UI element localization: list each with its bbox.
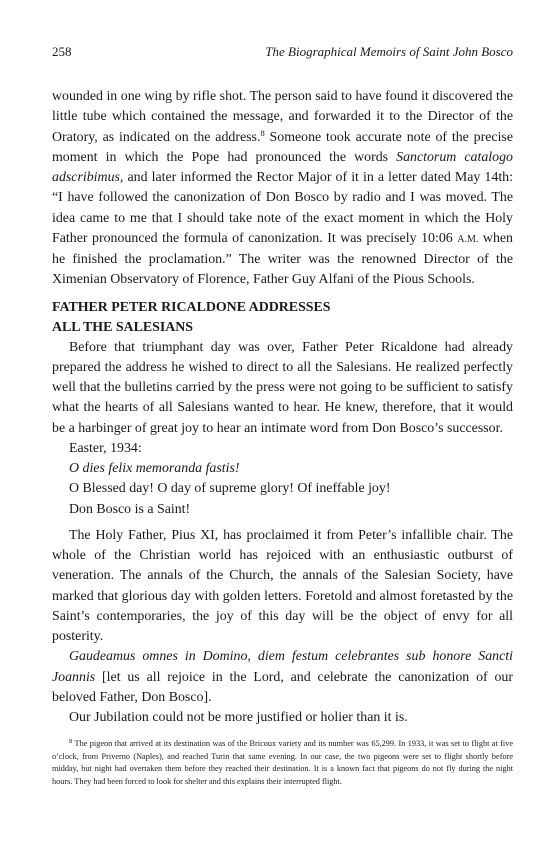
footnote-8: [52, 738, 513, 788]
footnotes: [52, 738, 513, 788]
section-heading-line-2: ALL THE SALESIANS: [52, 319, 194, 335]
section-heading-line-1: FATHER PETER RICALDONE ADDRESSES: [52, 299, 331, 315]
time-suffix: A.M.: [457, 233, 479, 245]
verse-latin: O dies felix memoranda fastis!: [69, 461, 240, 476]
paragraph-1-part-d: when he finished the proclamation.” The writer was the renowned Director of the Ximenian Observatory of Florence, Father Guy Alfani of the Pious Schools.: [52, 230, 513, 288]
verse-line-3: O Blessed day! O day of supreme glory! Of ineffable joy!: [69, 481, 391, 497]
verse-line-1: Easter, 1934:: [69, 440, 142, 456]
verse-line-4: Don Bosco is a Saint!: [69, 501, 191, 517]
paragraph-1-part-b: Someone took accurate note of the precise moment in which the Pope had pronounced the words: [52, 129, 513, 165]
footnote-marker: 8: [69, 738, 73, 746]
paragraph-1-part-a: wounded in one wing by rifle shot. The person said to have found it discovered the little tube which contained the message, and forwarded it to the Director of the Oratory, as indicated on the address.: [52, 89, 513, 145]
running-title: The Biographical Memoirs of Saint John Bosco: [265, 44, 513, 59]
paragraph-1-part-c: and later informed the Rector Major of it in a letter dated May 14th: “I have followed the canonization of Don Bosco by radio and I was moved. The idea came to me that I should take note of the exact moment in which the Holy Father pronounced the formula of canonization. It was precisely 10:06: [52, 170, 513, 246]
body-text: [52, 87, 513, 728]
paragraph-4-translation: [let us all rejoice in the Lord, and celebrate the canonization of our beloved Father, Don Bosco].: [52, 669, 513, 705]
paragraph-5: Our Jubilation could not be more justified or holier than it is.: [69, 710, 408, 725]
book-page: [52, 44, 513, 788]
verse-line-2: [52, 459, 513, 479]
paragraph-3: The Holy Father, Pius XI, has proclaimed it from Peter’s infallible chair. The whole of the Christian world has rejoiced with an enthusiastic outburst of veneration. The annals of the Church, the annals of the Salesian Society, have marked that glorious day with golden letters. Foretold and almost foretasted by the Saint’s contemporaries, the joy of this day will be the object of envy for all posterity.: [52, 527, 513, 644]
footnote-reference: 8: [260, 127, 265, 138]
paragraph-2: Before that triumphant day was over, Father Peter Ricaldone had already prepared the address he wished to direct to all the Salesians. He realized perfectly well that the bulletins carried by the press were not going to be sufficient to satisfy what the hearts of all Salesians wanted to hear. He knew, therefore, that it would be a harbinger of great joy to hear an intimate word from Don Bosco’s successor.: [52, 339, 513, 436]
footnote-text: The pigeon that arrived at its destination was of the Bricoux variety and its number was 65,299. In 1933, it was set to flight at five o’clock, from Priverno (Naples), and reached Turin that same evening. In our case, the two pigeons were set to flight shortly before midday, but night had overtaken them before they reached their destination. It is a known fact that pigeons do not fly during the night hours. They had been forced to look for shelter and this explains their interrupted flight.: [52, 739, 513, 786]
section-heading: [52, 298, 513, 338]
page-header: [52, 44, 513, 64]
latin-formula: Sanctorum catalogo adscribimus,: [52, 149, 513, 185]
page-number: 258: [52, 44, 72, 59]
latin-quotation: Gaudeamus omnes in Domino, diem festum celebrantes sub honore Sancti Joannis: [52, 649, 513, 685]
paragraph-1: [52, 87, 513, 291]
paragraph-4: [52, 647, 513, 708]
